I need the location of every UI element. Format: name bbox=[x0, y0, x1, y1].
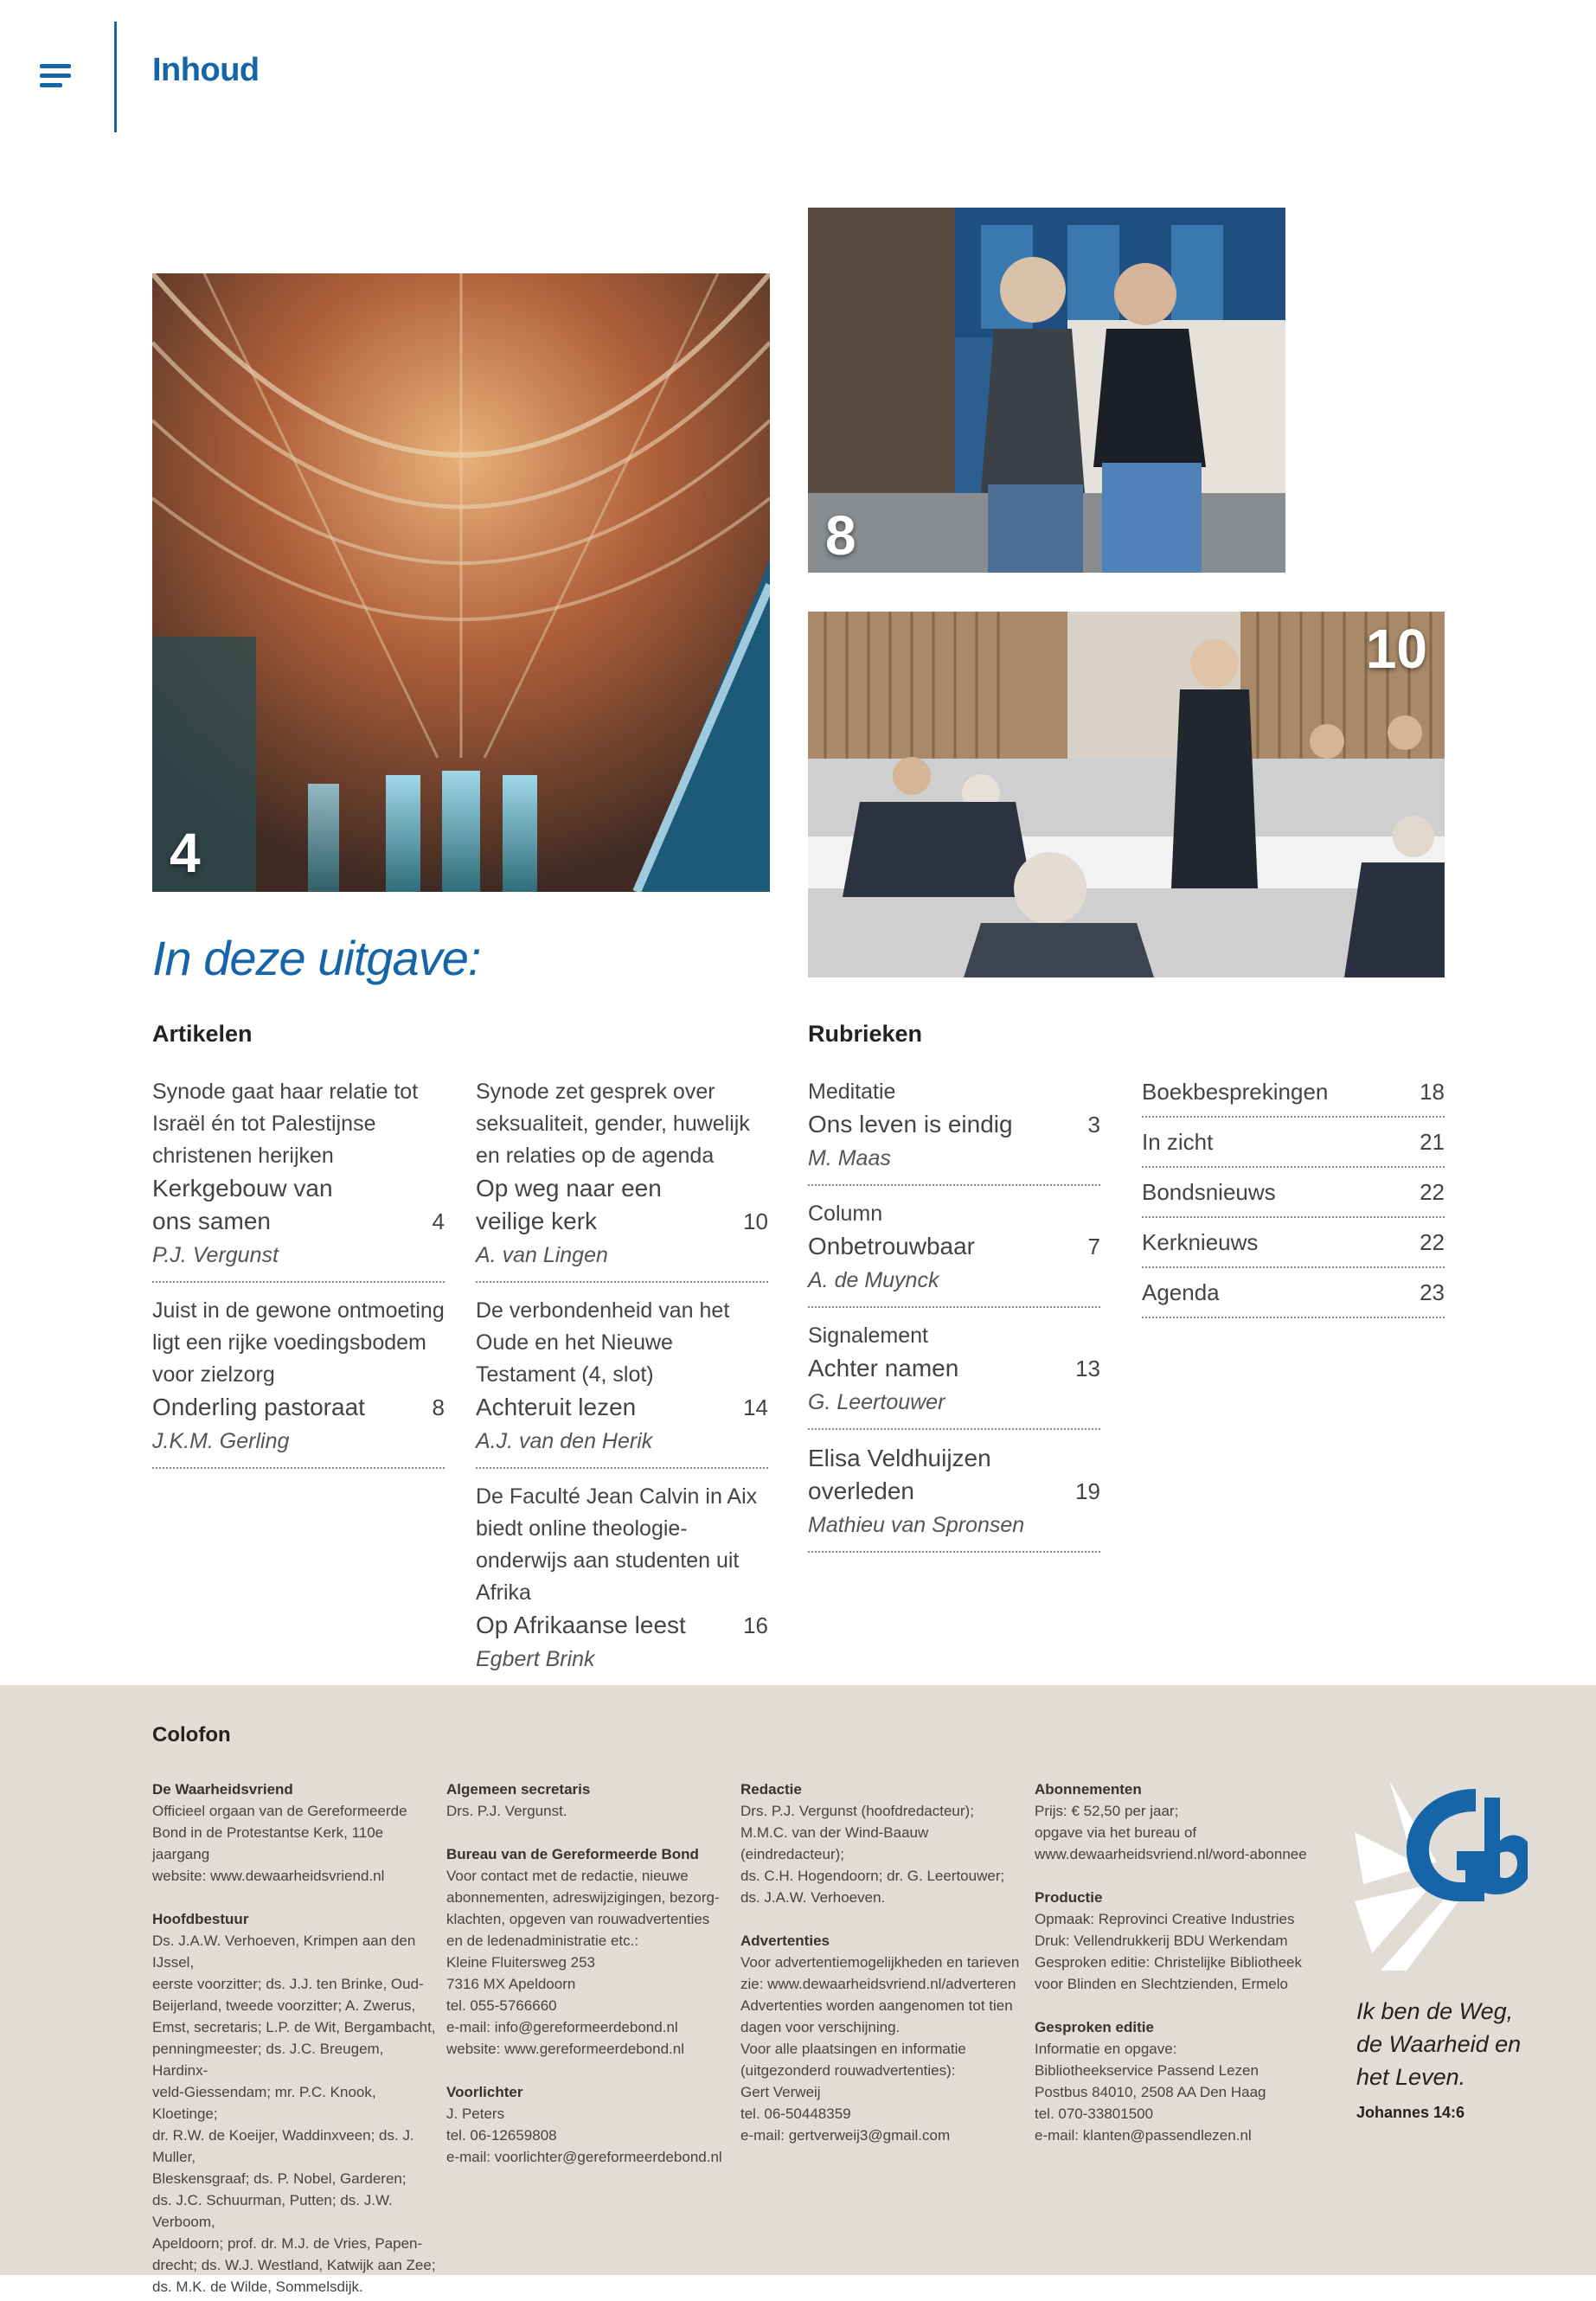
colofon-line: ds. M.K. de Wilde, Sommelsdijk. bbox=[152, 2279, 363, 2295]
entry-kicker: Signalement bbox=[808, 1324, 928, 1348]
colofon-block-heading: Productie bbox=[1035, 1889, 1103, 1906]
colofon-block bbox=[446, 1779, 732, 1822]
colofon-line: ds. C.H. Hogendoorn; dr. G. Leertouwer; bbox=[740, 1868, 1005, 1884]
entry-title: Op weg naar een veilige kerk bbox=[476, 1175, 662, 1234]
entry-author: A.J. van den Herik bbox=[476, 1429, 653, 1453]
colofon-line: Beijerland, tweede voorzitter; A. Zwerus, bbox=[152, 1997, 416, 2014]
rubriek-item[interactable] bbox=[1142, 1218, 1445, 1268]
entry-title: Elisa Veldhuijzen overleden bbox=[808, 1445, 991, 1504]
rubriek-label: In zicht bbox=[1142, 1129, 1214, 1155]
entry-page: 8 bbox=[432, 1394, 445, 1420]
entry-author: J.K.M. Gerling bbox=[152, 1429, 290, 1453]
rubriek-item[interactable] bbox=[1142, 1168, 1445, 1218]
entry-author: G. Leertouwer bbox=[808, 1390, 945, 1414]
colofon-line: Officieel orgaan van de Gereformeerde bbox=[152, 1803, 407, 1819]
toc-entry[interactable] bbox=[152, 1076, 445, 1283]
entry-title: Kerkgebouw van ons samen bbox=[152, 1175, 333, 1234]
rubriek-page: 23 bbox=[1420, 1279, 1445, 1305]
entry-kicker: Synode gaat haar relatie tot Israël én tot Palestijnse christenen herijken bbox=[152, 1080, 419, 1168]
rubriek-label: Bondsnieuws bbox=[1142, 1179, 1276, 1205]
colofon-line: tel. 06-50448359 bbox=[740, 2106, 851, 2122]
colofon-line: dagen voor verschijning. bbox=[740, 2019, 901, 2035]
colofon-line: J. Peters bbox=[446, 2106, 505, 2122]
colofon-block bbox=[446, 2081, 732, 2168]
colofon-line[interactable]: website: www.dewaarheidsvriend.nl bbox=[152, 1868, 385, 1884]
colofon-line[interactable]: www.dewaarheidsvriend.nl/word-abonnee bbox=[1035, 1846, 1307, 1862]
page-title: Inhoud bbox=[152, 52, 260, 88]
colofon-line: Ds. J.A.W. Verhoeven, Krimpen aan den IJssel, bbox=[152, 1932, 416, 1971]
colofon-line: tel. 06-12659808 bbox=[446, 2127, 557, 2144]
colofon-line: ds. J.A.W. Verhoeven. bbox=[740, 1889, 886, 1906]
entry-kicker: Column bbox=[808, 1202, 883, 1226]
colofon-block-heading: Gesproken editie bbox=[1035, 2019, 1154, 2035]
toc-entry[interactable] bbox=[808, 1076, 1100, 1186]
colofon-line: Gesproken editie: Christelijke Bibliotheek bbox=[1035, 1954, 1302, 1971]
photo-church-vault[interactable] bbox=[152, 273, 770, 892]
artikelen-heading: Artikelen bbox=[152, 1021, 253, 1047]
entry-page: 14 bbox=[743, 1394, 768, 1420]
colofon-line: Prijs: € 52,50 per jaar; bbox=[1035, 1803, 1179, 1819]
colofon-line[interactable]: e-mail: voorlichter@gereformeerdebond.nl bbox=[446, 2149, 722, 2165]
colofon-column-2 bbox=[446, 1779, 732, 2189]
articles-column-2 bbox=[476, 1076, 768, 1699]
rubriek-label: Kerknieuws bbox=[1142, 1229, 1259, 1255]
entry-author: Mathieu van Spronsen bbox=[808, 1513, 1025, 1537]
header-divider bbox=[114, 22, 117, 132]
motto-reference: Johannes 14:6 bbox=[1356, 2104, 1465, 2121]
rubrieken-column-2 bbox=[1142, 1067, 1445, 1318]
colofon-line[interactable]: e-mail: klanten@passendlezen.nl bbox=[1035, 2127, 1252, 2144]
toc-title: In deze uitgave: bbox=[152, 931, 481, 985]
colofon-block bbox=[1035, 1779, 1320, 1865]
colofon-line: dr. R.W. de Koeijer, Waddinxveen; ds. J. Muller, bbox=[152, 2127, 414, 2165]
entry-page: 19 bbox=[1075, 1478, 1100, 1504]
colofon-line: opgave via het bureau of bbox=[1035, 1824, 1197, 1841]
rubriek-item[interactable] bbox=[1142, 1067, 1445, 1118]
colofon-block bbox=[740, 1779, 1026, 1908]
entry-title: Achter namen bbox=[808, 1355, 959, 1381]
colofon-block bbox=[152, 1908, 438, 2298]
rubriek-label: Agenda bbox=[1142, 1279, 1220, 1305]
colofon-line: Opmaak: Reprovinci Creative Industries bbox=[1035, 1911, 1295, 1927]
colofon-line[interactable]: e-mail: info@gereformeerdebond.nl bbox=[446, 2019, 678, 2035]
colofon-line: Informatie en opgave: bbox=[1035, 2041, 1177, 2057]
colofon-block bbox=[1035, 1887, 1320, 1995]
colofon-block bbox=[740, 1930, 1026, 2146]
entry-kicker: Synode zet gesprek over seksualiteit, gender, huwelijk en relaties op de agenda bbox=[476, 1080, 750, 1168]
colofon-line: ds. J.C. Schuurman, Putten; ds. J.W. Verboom, bbox=[152, 2192, 393, 2230]
photo-synod-meeting[interactable] bbox=[808, 612, 1445, 977]
entry-kicker: De Faculté Jean Calvin in Aix biedt online theologie-onderwijs aan studenten uit Afrika bbox=[476, 1484, 758, 1605]
colofon-block-heading: Bureau van de Gereformeerde Bond bbox=[446, 1846, 699, 1862]
colofon-line: (uitgezonderd rouwadvertenties): bbox=[740, 2062, 956, 2079]
toc-entry[interactable] bbox=[476, 1481, 768, 1687]
colofon-block-heading: Hoofdbestuur bbox=[152, 1911, 249, 1927]
entry-kicker: De verbondenheid van het Oude en het Nieuwe Testament (4, slot) bbox=[476, 1298, 730, 1387]
colofon-line[interactable]: website: www.gereformeerdebond.nl bbox=[446, 2041, 684, 2057]
rubriek-page: 22 bbox=[1420, 1179, 1445, 1205]
colofon-line[interactable]: zie: www.dewaarheidsvriend.nl/adverteren bbox=[740, 1976, 1016, 1992]
colofon-line: Bibliotheekservice Passend Lezen bbox=[1035, 2062, 1259, 2079]
colofon-title: Colofon bbox=[152, 1723, 231, 1747]
colofon-line: veld-Giessendam; mr. P.C. Knook, Kloetinge; bbox=[152, 2084, 376, 2122]
entry-page: 7 bbox=[1087, 1234, 1100, 1259]
entry-title: Op Afrikaanse leest bbox=[476, 1612, 686, 1638]
colofon-line: klachten, opgeven van rouwadvertenties bbox=[446, 1911, 710, 1927]
motto-quote: Ik ben de Weg, de Waarheid en het Leven. bbox=[1356, 1998, 1522, 2090]
entry-title: Onbetrouwbaar bbox=[808, 1233, 976, 1259]
entry-title: Achteruit lezen bbox=[476, 1394, 637, 1420]
rubriek-item[interactable] bbox=[1142, 1118, 1445, 1168]
toc-entry[interactable] bbox=[476, 1295, 768, 1469]
rubriek-page: 22 bbox=[1420, 1229, 1445, 1255]
entry-title: Onderling pastoraat bbox=[152, 1394, 365, 1420]
colofon-line[interactable]: e-mail: gertverweij3@gmail.com bbox=[740, 2127, 951, 2144]
entry-author: P.J. Vergunst bbox=[152, 1243, 279, 1267]
rubrieken-column-1 bbox=[808, 1076, 1100, 1565]
colofon-block-heading: Redactie bbox=[740, 1781, 802, 1798]
colofon-line: Apeldoorn; prof. dr. M.J. de Vries, Papen- bbox=[152, 2235, 423, 2252]
colofon-column-1 bbox=[152, 1779, 438, 2301]
colofon-line: Emst, secretaris; L.P. de Wit, Bergambacht, bbox=[152, 2019, 436, 2035]
entry-author: A. de Muynck bbox=[808, 1268, 939, 1292]
photo-page-number: 8 bbox=[825, 504, 856, 567]
entry-author: M. Maas bbox=[808, 1146, 891, 1170]
colofon-column-3 bbox=[740, 1779, 1026, 2168]
photo-page-number: 4 bbox=[170, 822, 201, 884]
toc-entry[interactable] bbox=[808, 1320, 1100, 1430]
colofon-line: Kleine Fluitersweg 253 bbox=[446, 1954, 595, 1971]
colofon-line: Voor alle plaatsingen en informatie bbox=[740, 2041, 966, 2057]
rubriek-label: Boekbesprekingen bbox=[1142, 1079, 1329, 1105]
colofon-line: abonnementen, adreswijzigingen, bezorg- bbox=[446, 1889, 720, 1906]
rubriek-page: 18 bbox=[1420, 1079, 1445, 1105]
colofon-line: voor Blinden en Slechtzienden, Ermelo bbox=[1035, 1976, 1288, 1992]
colofon-line: Bleskensgraaf; ds. P. Nobel, Garderen; bbox=[152, 2170, 407, 2187]
rubriek-page: 21 bbox=[1420, 1129, 1445, 1155]
colofon-line: penningmeester; ds. J.C. Breugem, Hardinx- bbox=[152, 2041, 384, 2079]
colofon-line: en de ledenadministratie etc.: bbox=[446, 1932, 639, 1949]
entry-kicker: Juist in de gewone ontmoeting ligt een rijke voedingsbodem voor zielzorg bbox=[152, 1298, 445, 1387]
entry-page: 13 bbox=[1075, 1356, 1100, 1381]
colofon-line: Voor advertentiemogelijkheden en tarieven bbox=[740, 1954, 1020, 1971]
photo-page-number: 10 bbox=[1365, 618, 1427, 680]
colofon-line: Druk: Vellendrukkerij BDU Werkendam bbox=[1035, 1932, 1288, 1949]
menu-icon[interactable] bbox=[40, 64, 73, 88]
colofon-block bbox=[152, 1779, 438, 1887]
gb-logo-icon bbox=[1355, 1780, 1528, 1971]
colofon-line: tel. 055-5766660 bbox=[446, 1997, 557, 2014]
colofon-block-heading: Advertenties bbox=[740, 1932, 830, 1949]
entry-page: 10 bbox=[743, 1208, 768, 1234]
toc-entry[interactable] bbox=[476, 1076, 768, 1283]
colofon-line: Advertenties worden aangenomen tot tien bbox=[740, 1997, 1013, 2014]
colofon-line: M.M.C. van der Wind-Baauw (eindredacteur); bbox=[740, 1824, 929, 1862]
articles-column-1 bbox=[152, 1076, 445, 1481]
colofon-line: Drs. P.J. Vergunst. bbox=[446, 1803, 567, 1819]
rubriek-item[interactable] bbox=[1142, 1268, 1445, 1318]
entry-page: 4 bbox=[432, 1208, 445, 1234]
colofon-line: tel. 070-33801500 bbox=[1035, 2106, 1154, 2122]
entry-page: 16 bbox=[743, 1612, 768, 1638]
entry-author: A. van Lingen bbox=[476, 1243, 608, 1267]
colofon-line: eerste voorzitter; ds. J.J. ten Brinke, Oud- bbox=[152, 1976, 424, 1992]
colofon-panel bbox=[0, 1685, 1596, 2295]
toc-entry[interactable] bbox=[808, 1198, 1100, 1308]
colofon-block-heading: De Waarheidsvriend bbox=[152, 1781, 293, 1798]
photo-two-men[interactable] bbox=[808, 208, 1285, 573]
entry-author: Egbert Brink bbox=[476, 1647, 595, 1671]
colofon-block bbox=[1035, 2016, 1320, 2146]
colofon-block bbox=[446, 1843, 732, 2060]
colofon-column-4 bbox=[1035, 1779, 1320, 2168]
colofon-line: drecht; ds. W.J. Westland, Katwijk aan Zee; bbox=[152, 2257, 436, 2273]
colofon-line: Voor contact met de redactie, nieuwe bbox=[446, 1868, 689, 1884]
colofon-block-heading: Algemeen secretaris bbox=[446, 1781, 591, 1798]
toc-entry[interactable] bbox=[808, 1442, 1100, 1553]
colofon-block-heading: Voorlichter bbox=[446, 2084, 523, 2100]
colofon-line: Bond in de Protestantse Kerk, 110e jaargang bbox=[152, 1824, 384, 1862]
colofon-line: Postbus 84010, 2508 AA Den Haag bbox=[1035, 2084, 1266, 2100]
colofon-line: 7316 MX Apeldoorn bbox=[446, 1976, 576, 1992]
colofon-line: Gert Verweij bbox=[740, 2084, 821, 2100]
entry-title: Ons leven is eindig bbox=[808, 1111, 1013, 1138]
entry-page: 3 bbox=[1087, 1112, 1100, 1138]
entry-kicker: Meditatie bbox=[808, 1080, 896, 1104]
toc-entry[interactable] bbox=[152, 1295, 445, 1469]
rubrieken-heading: Rubrieken bbox=[808, 1021, 923, 1047]
colofon-block-heading: Abonnementen bbox=[1035, 1781, 1142, 1798]
colofon-line: Drs. P.J. Vergunst (hoofdredacteur); bbox=[740, 1803, 974, 1819]
